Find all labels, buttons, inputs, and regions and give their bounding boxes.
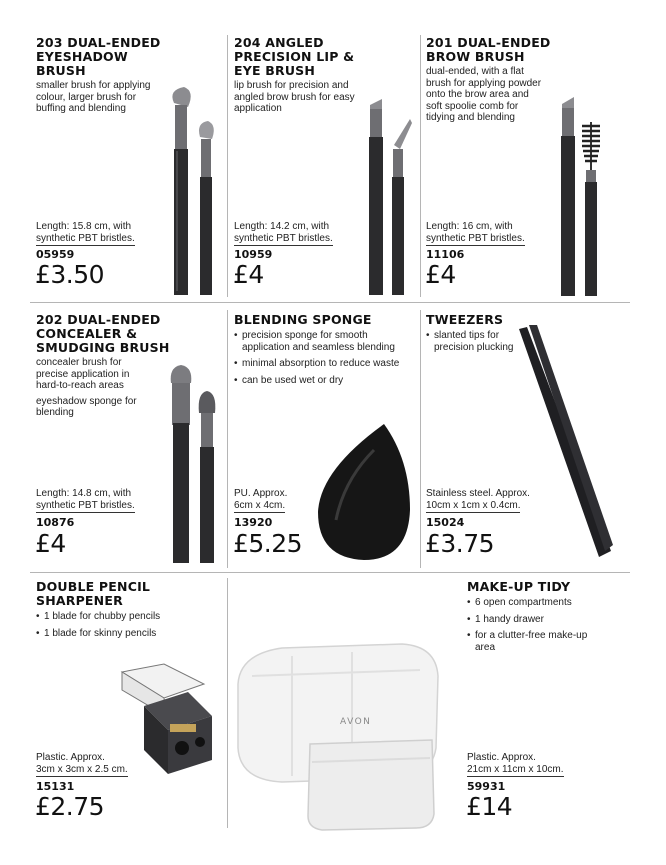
product-price: £2.75 — [35, 792, 105, 821]
feature-list — [234, 330, 416, 386]
feature-list — [36, 611, 216, 639]
product-code: 13920 — [234, 516, 273, 529]
eyeshadow-brush-image — [160, 85, 230, 300]
blending-sponge-image — [314, 420, 414, 562]
brush-icon — [392, 119, 412, 295]
product-spec — [467, 752, 564, 775]
feature-item: • for a clutter-free make-up area — [467, 630, 607, 653]
row-divider — [30, 572, 630, 573]
brand-logo: AVON — [340, 717, 372, 727]
spec-line: 10cm x 1cm x 0.4cm. — [426, 499, 521, 511]
concealer-brush-image — [163, 363, 233, 568]
product-title: 201 DUAL-ENDED BROW BRUSH — [426, 35, 551, 64]
pencil-sharpener-image — [108, 664, 220, 776]
makeup-tidy-image — [232, 636, 444, 832]
feature-list — [467, 597, 607, 653]
brush-icon — [172, 87, 190, 295]
column-divider — [227, 578, 228, 828]
description-text: eyeshadow sponge for blending — [36, 395, 137, 418]
product-price: £4 — [35, 529, 66, 558]
feature-item: • can be used wet or dry — [234, 375, 416, 387]
product-spec — [36, 488, 135, 511]
product-title: TWEEZERS — [426, 312, 504, 327]
spec-line: synthetic PBT bristles. — [36, 232, 135, 244]
product-description — [234, 80, 358, 115]
feature-item: • minimal absorption to reduce waste — [234, 358, 416, 370]
tweezers-image — [515, 325, 615, 565]
row-divider — [30, 302, 630, 303]
spec-line: PU. Approx. — [234, 488, 288, 499]
spec-line: synthetic PBT bristles. — [426, 232, 525, 244]
product-title: MAKE-UP TIDY — [467, 579, 571, 594]
product-title: BLENDING SPONGE — [234, 312, 372, 327]
spec-line: 3cm x 3cm x 2.5 cm. — [36, 763, 128, 775]
spec-line: synthetic PBT bristles. — [234, 232, 333, 244]
spoolie-icon — [582, 122, 600, 296]
product-price: £5.25 — [233, 529, 303, 558]
product-price: £4 — [233, 260, 264, 289]
brush-icon — [369, 99, 383, 295]
product-spec — [234, 488, 287, 511]
product-price: £4 — [425, 260, 456, 289]
product-card[interactable] — [234, 313, 418, 391]
lip-eye-brush-image — [360, 95, 420, 300]
product-code: 15131 — [36, 780, 75, 793]
spec-line: Stainless steel. Approx. — [426, 488, 530, 499]
description-text: lip brush for precision and angled brow brush for easy application — [234, 80, 355, 114]
product-code: 10876 — [36, 516, 75, 529]
spec-line: Length: 15.8 cm, with — [36, 221, 132, 232]
brow-brush-image — [552, 92, 612, 302]
product-description — [36, 80, 154, 115]
spec-line: 6cm x 4cm. — [234, 499, 286, 511]
feature-item: • 6 open compartments — [467, 597, 607, 609]
feature-item: • precision sponge for smooth application and seamless blending — [234, 330, 416, 353]
product-title: 204 ANGLED PRECISION LIP & EYE BRUSH — [234, 35, 355, 78]
product-price: £3.75 — [425, 529, 495, 558]
spec-line: Length: 14.2 cm, with — [234, 221, 330, 232]
product-code: 11106 — [426, 248, 465, 261]
spec-line: Plastic. Approx. — [467, 752, 536, 763]
feature-item: • slanted tips for precision plucking — [426, 330, 536, 353]
description-text: smaller brush for applying colour, larger brush for buffing and blending — [36, 80, 151, 114]
product-spec — [36, 221, 135, 244]
product-code: 59931 — [467, 780, 506, 793]
column-divider — [420, 310, 421, 568]
product-spec — [426, 221, 525, 244]
product-card[interactable] — [467, 580, 627, 658]
spec-line: Plastic. Approx. — [36, 752, 105, 763]
spec-line: Length: 14.8 cm, with — [36, 488, 132, 499]
product-code: 15024 — [426, 516, 465, 529]
product-title: 203 DUAL-ENDED EYESHADOW BRUSH — [36, 35, 161, 78]
sponge-tip-icon — [199, 391, 216, 563]
product-card[interactable] — [36, 580, 216, 644]
feature-item: • 1 blade for chubby pencils — [36, 611, 216, 623]
description-text: dual-ended, with a flat brush for applying powder onto the brow area and soft spoolie comb for tidying and blending — [426, 66, 542, 123]
product-price: £14 — [466, 792, 513, 821]
spec-line: 21cm x 11cm x 10cm. — [467, 763, 564, 775]
product-code: 10959 — [234, 248, 273, 261]
feature-item: • 1 handy drawer — [467, 614, 607, 626]
product-code: 05959 — [36, 248, 75, 261]
product-title: 202 DUAL-ENDED CONCEALER & SMUDGING BRUSH — [36, 312, 170, 355]
product-spec — [234, 221, 333, 244]
description-text: concealer brush for precise application in hard-to-reach areas — [36, 357, 130, 391]
brush-icon — [171, 365, 192, 563]
column-divider — [420, 35, 421, 297]
product-title: DOUBLE PENCIL SHARPENER — [36, 579, 151, 608]
product-price: £3.50 — [35, 260, 105, 289]
spec-line: Length: 16 cm, with — [426, 221, 513, 232]
spec-line: synthetic PBT bristles. — [36, 499, 135, 511]
brush-icon — [561, 97, 575, 296]
product-description — [426, 66, 542, 124]
brush-icon — [199, 121, 214, 295]
product-description — [36, 357, 150, 419]
feature-item: • 1 blade for skinny pencils — [36, 628, 216, 640]
